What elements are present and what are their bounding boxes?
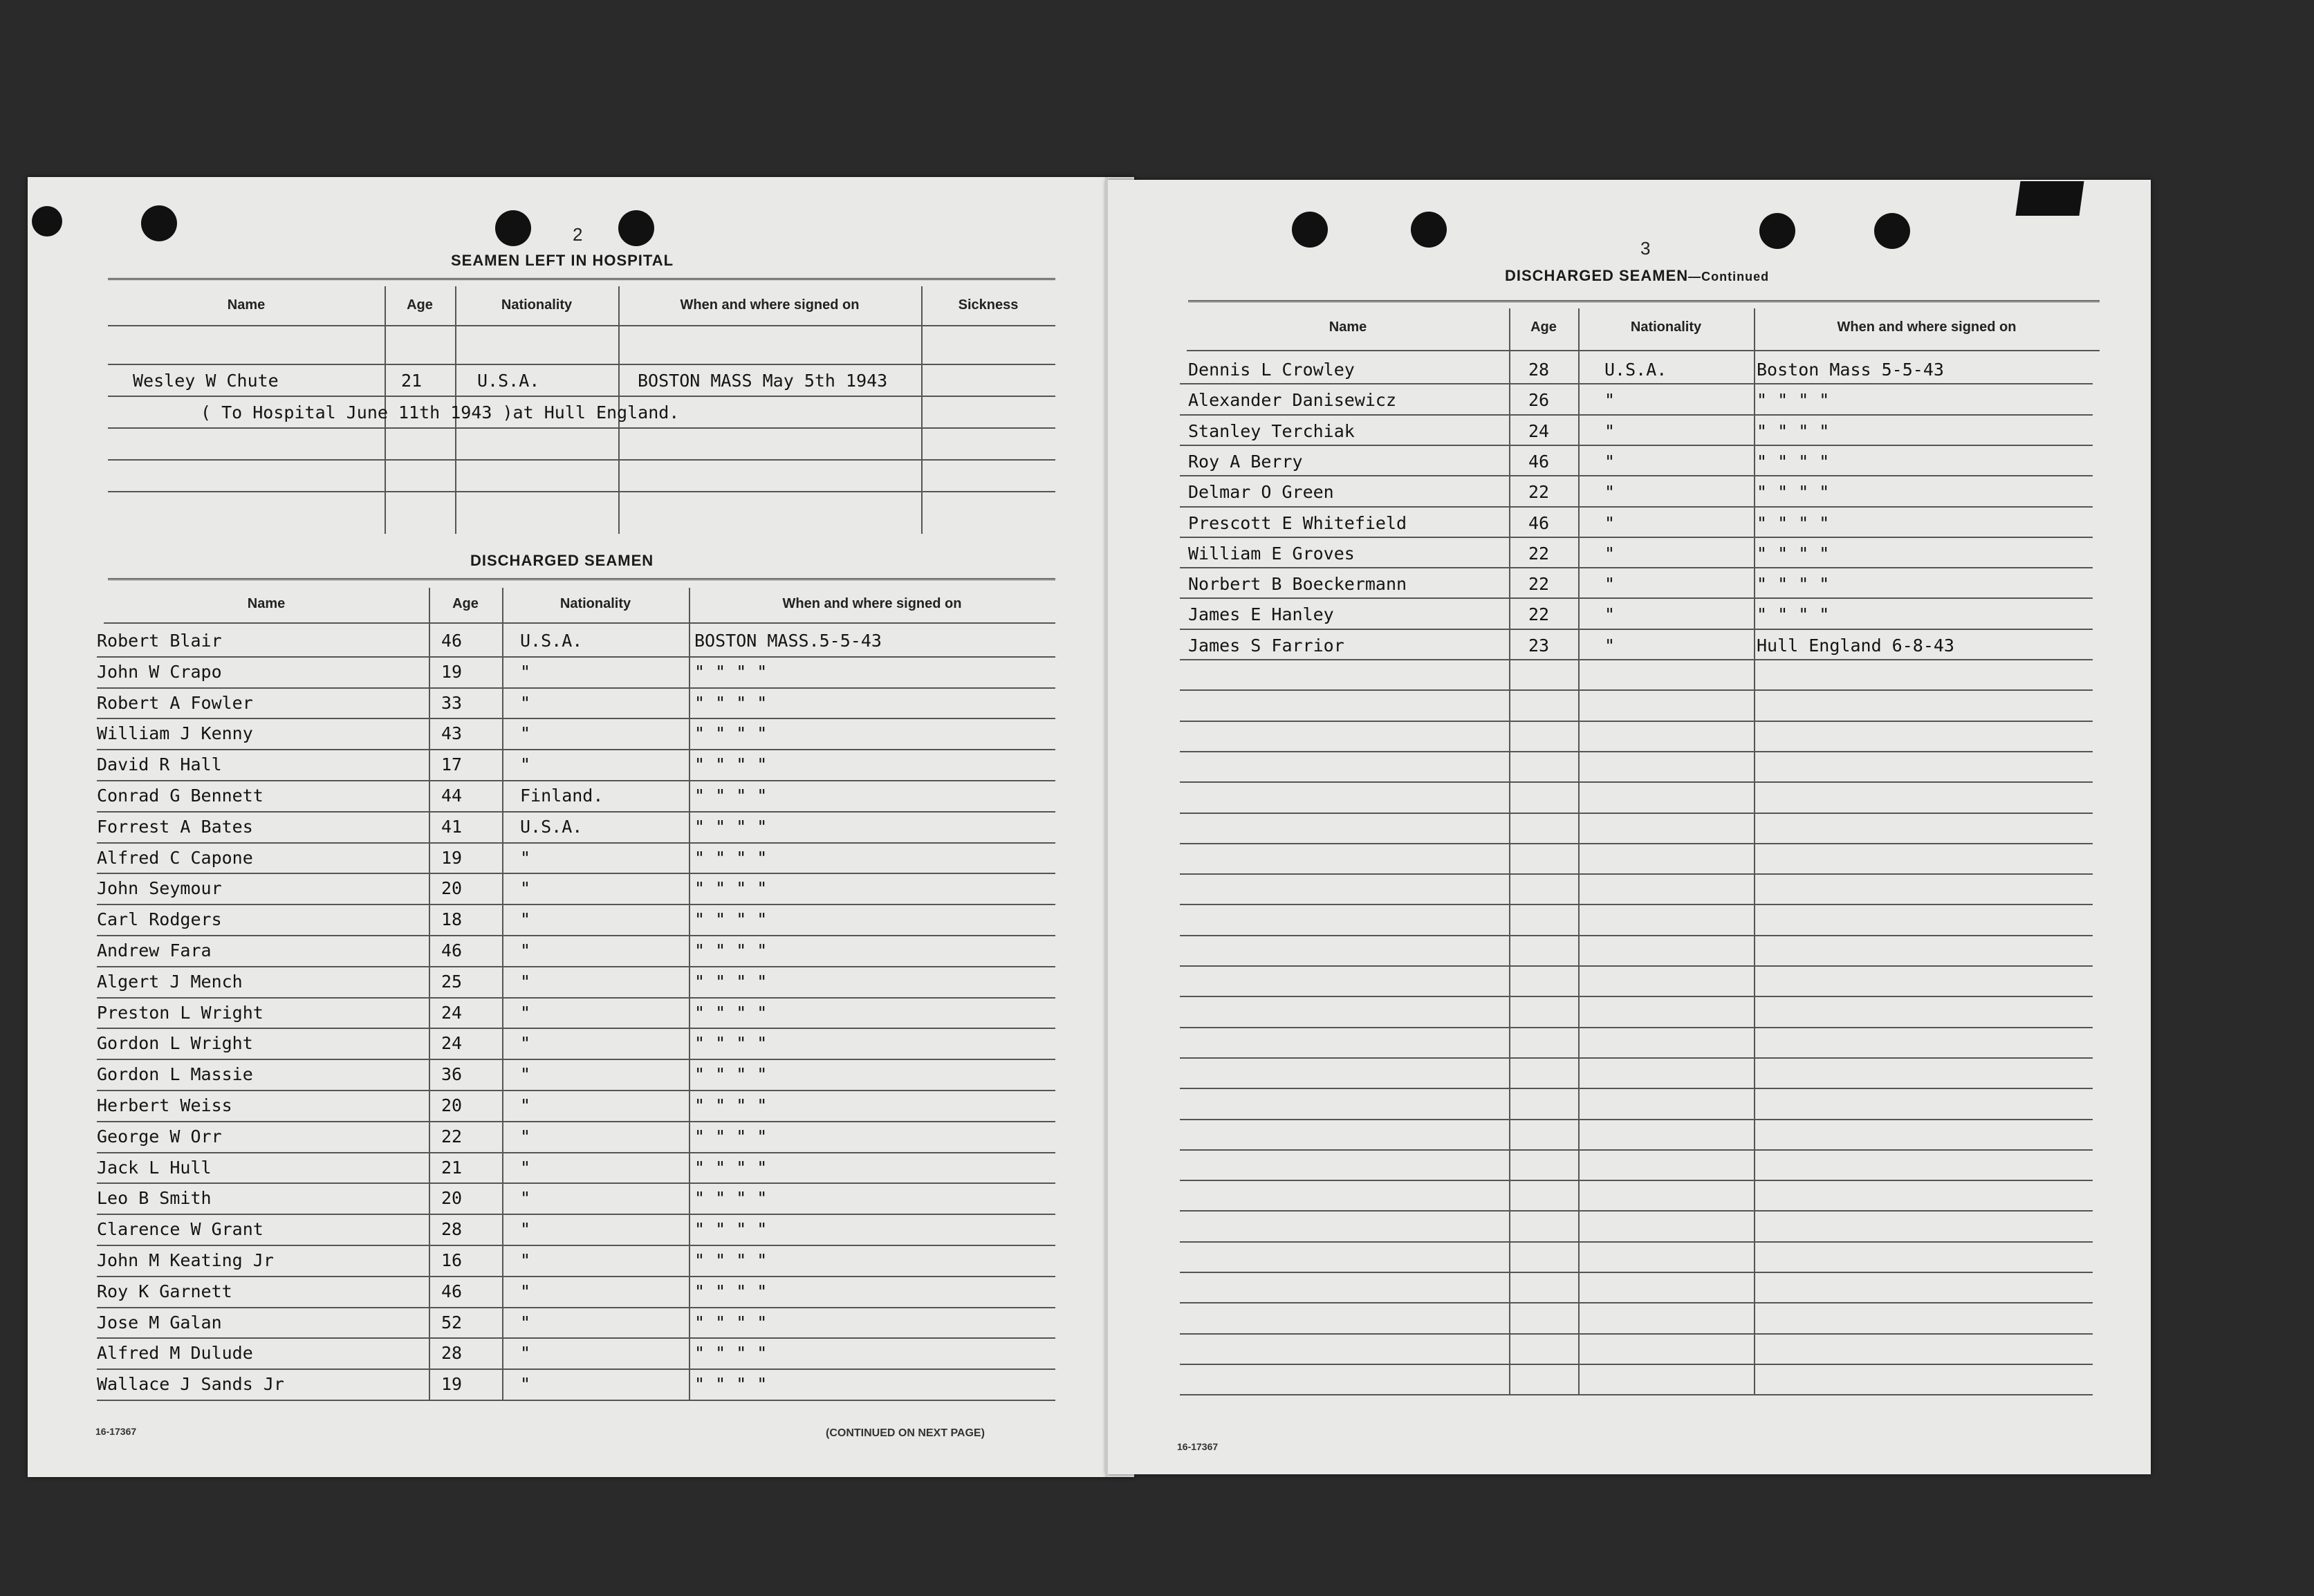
row-age: 28: [441, 1343, 463, 1364]
form-number: 16-17367: [1177, 1441, 1219, 1452]
row-signed-on: " " " ": [1757, 451, 1830, 472]
rule: [1180, 1241, 2093, 1243]
title-suffix: —Continued: [1688, 270, 1770, 284]
row-nationality: ": [1604, 574, 1616, 595]
rule: [1180, 1364, 2093, 1365]
rule: [108, 459, 1055, 461]
punch-hole: [495, 210, 531, 246]
rule: [97, 687, 1055, 689]
row-age: 19: [441, 847, 463, 868]
rule: [1187, 350, 2100, 351]
row-signed-on: " " " ": [1757, 512, 1830, 533]
row-signed-on: " " " ": [694, 723, 768, 744]
rule: [1180, 996, 2093, 997]
row-name: Jose M Galan: [97, 1312, 222, 1333]
row-age: 33: [441, 692, 463, 713]
rule: [689, 588, 690, 1401]
row-nationality: ": [520, 1374, 531, 1395]
punch-hole: [1411, 212, 1447, 248]
row-signed-on: " " " ": [694, 1312, 768, 1333]
row-age: 36: [441, 1064, 463, 1085]
row-nationality: U.S.A.: [520, 631, 583, 651]
row-name: Alfred M Dulude: [97, 1343, 253, 1364]
hospital-nationality: U.S.A.: [477, 371, 540, 391]
rule: [97, 1368, 1055, 1370]
row-name: Jack L Hull: [97, 1157, 212, 1178]
row-nationality: ": [1604, 635, 1616, 656]
rule: [1180, 935, 2093, 936]
row-name: John Seymour: [97, 878, 222, 899]
punch-hole: [141, 205, 177, 241]
row-signed-on: " " " ": [694, 878, 768, 899]
row-nationality: U.S.A.: [1604, 360, 1667, 380]
rule: [104, 622, 1055, 624]
rule: [1180, 383, 2093, 384]
col-header-nationality: Nationality: [501, 297, 573, 313]
row-nationality: ": [1604, 512, 1616, 533]
row-age: 19: [441, 1374, 463, 1395]
rule: [1180, 1333, 2093, 1335]
row-name: Gordon L Wright: [97, 1033, 253, 1054]
row-nationality: ": [520, 878, 531, 899]
row-nationality: ": [520, 1188, 531, 1209]
row-name: James E Hanley: [1188, 604, 1334, 625]
row-name: Gordon L Massie: [97, 1064, 253, 1085]
row-nationality: ": [520, 754, 531, 775]
rule: [108, 427, 1055, 429]
row-name: James S Farrior: [1188, 635, 1344, 656]
rule: [1180, 843, 2093, 844]
row-name: Prescott E Whitefield: [1188, 512, 1407, 533]
rule: [97, 1121, 1055, 1122]
rule: [1180, 1302, 2093, 1303]
row-name: Andrew Fara: [97, 940, 212, 961]
row-nationality: Finland.: [520, 786, 604, 806]
rule: [97, 873, 1055, 874]
row-age: 26: [1528, 390, 1550, 411]
discharged-section-title: DISCHARGED SEAMEN: [470, 552, 654, 569]
page-number: 3: [1640, 238, 1651, 259]
row-nationality: ": [1604, 604, 1616, 625]
row-nationality: ": [520, 909, 531, 930]
row-name: John W Crapo: [97, 661, 222, 682]
rule: [97, 656, 1055, 658]
col-header-name: Name: [247, 596, 286, 611]
rule: [97, 1307, 1055, 1308]
row-age: 41: [441, 816, 463, 837]
page-title: [1505, 267, 1769, 285]
punch-hole: [1759, 213, 1795, 249]
hospital-signed-on: BOSTON MASS May 5th 1943: [638, 371, 888, 391]
row-name: Delmar O Green: [1188, 482, 1334, 503]
hospital-age: 21: [401, 371, 423, 391]
rule: [429, 588, 430, 1401]
row-nationality: ": [1604, 420, 1616, 441]
row-age: 46: [1528, 451, 1550, 472]
rule: [97, 1028, 1055, 1029]
row-signed-on: " " " ": [694, 1343, 768, 1364]
rule: [1180, 1027, 2093, 1028]
row-nationality: ": [520, 971, 531, 992]
row-signed-on: " " " ": [694, 692, 768, 713]
row-name: Dennis L Crowley: [1188, 360, 1355, 380]
paper-tab: [2015, 181, 2084, 216]
row-signed-on: " " " ": [694, 1126, 768, 1147]
rule: [502, 588, 503, 1401]
rule: [1180, 1088, 2093, 1089]
row-signed-on: BOSTON MASS.5-5-43: [694, 631, 882, 651]
row-name: Forrest A Bates: [97, 816, 253, 837]
rule: [108, 491, 1055, 492]
rule: [97, 811, 1055, 813]
row-name: Alexander Danisewicz: [1188, 390, 1397, 411]
rule: [108, 396, 1055, 397]
col-header-age: Age: [452, 596, 479, 611]
row-nationality: ": [520, 1033, 531, 1054]
row-signed-on: " " " ": [1757, 390, 1830, 411]
rule: [1188, 300, 2100, 305]
row-name: Herbert Weiss: [97, 1095, 232, 1115]
col-header-nationality: Nationality: [559, 596, 631, 611]
col-header-age: Age: [1530, 319, 1557, 335]
row-name: David R Hall: [97, 754, 222, 775]
row-signed-on: " " " ": [694, 1095, 768, 1115]
row-nationality: ": [520, 1219, 531, 1240]
row-name: William J Kenny: [97, 723, 253, 744]
rule: [1180, 904, 2093, 905]
page-number: 2: [573, 224, 583, 245]
row-signed-on: " " " ": [694, 1188, 768, 1209]
row-name: Clarence W Grant: [97, 1219, 263, 1240]
row-age: 22: [1528, 574, 1550, 595]
row-signed-on: " " " ": [694, 1157, 768, 1178]
punch-hole: [1874, 213, 1910, 249]
row-nationality: U.S.A.: [520, 816, 583, 837]
row-nationality: ": [1604, 543, 1616, 564]
rule: [97, 780, 1055, 781]
rule: [921, 286, 923, 534]
rule: [1180, 567, 2093, 568]
row-age: 16: [441, 1250, 463, 1270]
row-signed-on: Boston Mass 5-5-43: [1757, 360, 1944, 380]
rule: [97, 749, 1055, 750]
rule: [1509, 308, 1510, 1395]
row-name: Preston L Wright: [97, 1002, 263, 1023]
rule: [1180, 445, 2093, 446]
rule: [1180, 751, 2093, 752]
row-nationality: ": [520, 1002, 531, 1023]
rule: [97, 1245, 1055, 1246]
row-signed-on: " " " ": [694, 786, 768, 806]
row-signed-on: " " " ": [694, 1033, 768, 1054]
row-signed-on: " " " ": [694, 940, 768, 961]
rule: [108, 325, 1055, 326]
rule: [1180, 721, 2093, 722]
hospital-section-title: SEAMEN LEFT IN HOSPITAL: [451, 252, 674, 269]
row-nationality: ": [520, 940, 531, 961]
row-nationality: ": [520, 1250, 531, 1270]
rule: [1180, 537, 2093, 538]
row-age: 24: [441, 1002, 463, 1023]
rule: [97, 1090, 1055, 1091]
rule: [97, 1276, 1055, 1277]
row-nationality: ": [520, 1095, 531, 1115]
row-name: Stanley Terchiak: [1188, 420, 1355, 441]
rule: [97, 966, 1055, 967]
rule: [1180, 597, 2093, 599]
rule: [97, 997, 1055, 999]
row-signed-on: " " " ": [694, 1281, 768, 1301]
row-nationality: ": [520, 1312, 531, 1333]
row-nationality: ": [1604, 390, 1616, 411]
row-nationality: ": [520, 1281, 531, 1301]
row-age: 22: [1528, 604, 1550, 625]
page-fold: [1105, 177, 1108, 1477]
col-header-sickness: Sickness: [958, 297, 1019, 313]
rule: [1180, 813, 2093, 814]
row-signed-on: " " " ": [1757, 420, 1830, 441]
rule: [1180, 965, 2093, 967]
row-signed-on: Hull England 6-8-43: [1757, 635, 1954, 656]
row-signed-on: " " " ": [694, 1064, 768, 1085]
continued-note: (CONTINUED ON NEXT PAGE): [826, 1427, 985, 1439]
row-name: Robert Blair: [97, 631, 222, 651]
col-header-age: Age: [407, 297, 433, 313]
rule: [97, 935, 1055, 936]
row-age: 28: [1528, 360, 1550, 380]
row-nationality: ": [520, 661, 531, 682]
row-name: Norbert B Boeckermann: [1188, 574, 1407, 595]
row-age: 20: [441, 1095, 463, 1115]
rule: [1180, 1119, 2093, 1120]
row-signed-on: " " " ": [694, 661, 768, 682]
row-age: 23: [1528, 635, 1550, 656]
col-header-signed-on: When and where signed on: [680, 297, 860, 313]
row-name: Roy K Garnett: [97, 1281, 232, 1301]
row-age: 46: [441, 631, 463, 651]
rule: [1180, 1180, 2093, 1181]
rule: [1180, 1272, 2093, 1273]
rule: [1180, 1057, 2093, 1059]
row-name: John M Keating Jr: [97, 1250, 274, 1270]
row-nationality: ": [520, 723, 531, 744]
row-signed-on: " " " ": [694, 1002, 768, 1023]
row-name: Robert A Fowler: [97, 692, 253, 713]
row-name: Leo B Smith: [97, 1188, 212, 1209]
rule: [1180, 1210, 2093, 1212]
row-age: 21: [441, 1157, 463, 1178]
row-nationality: ": [520, 1343, 531, 1364]
row-signed-on: " " " ": [1757, 574, 1830, 595]
row-name: George W Orr: [97, 1126, 222, 1147]
row-age: 52: [441, 1312, 463, 1333]
row-age: 24: [1528, 420, 1550, 441]
punch-hole: [618, 210, 654, 246]
row-age: 20: [441, 1188, 463, 1209]
form-number: 16-17367: [95, 1426, 137, 1437]
row-signed-on: " " " ": [694, 1250, 768, 1270]
rule: [1180, 414, 2093, 416]
hospital-name: Wesley W Chute: [133, 371, 279, 391]
rule: [97, 1059, 1055, 1060]
punch-hole: [32, 206, 62, 236]
hospital-note: ( To Hospital June 11th 1943 )at Hull England.: [201, 402, 680, 423]
rule: [97, 904, 1055, 905]
rule: [97, 1337, 1055, 1339]
rule: [1578, 308, 1580, 1395]
col-header-signed-on: When and where signed on: [1837, 319, 2017, 335]
row-signed-on: " " " ": [1757, 604, 1830, 625]
row-age: 17: [441, 754, 463, 775]
row-nationality: ": [520, 1126, 531, 1147]
col-header-name: Name: [227, 297, 266, 313]
row-signed-on: " " " ": [694, 847, 768, 868]
row-signed-on: " " " ": [694, 909, 768, 930]
rule: [97, 718, 1055, 719]
row-age: 28: [441, 1219, 463, 1240]
row-age: 24: [441, 1033, 463, 1054]
row-signed-on: " " " ": [694, 816, 768, 837]
rule: [97, 842, 1055, 844]
row-name: Carl Rodgers: [97, 909, 222, 930]
row-signed-on: " " " ": [694, 1219, 768, 1240]
rule: [1180, 506, 2093, 508]
row-age: 46: [441, 940, 463, 961]
rule: [108, 578, 1055, 583]
row-age: 46: [1528, 512, 1550, 533]
rule: [1180, 1394, 2093, 1395]
row-age: 25: [441, 971, 463, 992]
row-age: 22: [1528, 482, 1550, 503]
row-name: Alfred C Capone: [97, 847, 253, 868]
row-signed-on: " " " ": [1757, 543, 1830, 564]
col-header-signed-on: When and where signed on: [782, 596, 962, 611]
rule: [1180, 873, 2093, 875]
row-age: 18: [441, 909, 463, 930]
rule: [97, 1400, 1055, 1401]
rule: [1180, 475, 2093, 476]
row-signed-on: " " " ": [694, 754, 768, 775]
title-main: DISCHARGED SEAMEN: [1505, 267, 1689, 284]
col-header-name: Name: [1329, 319, 1367, 335]
rule: [97, 1182, 1055, 1184]
rule: [97, 1152, 1055, 1153]
row-name: Roy A Berry: [1188, 451, 1303, 472]
row-name: Algert J Mench: [97, 971, 243, 992]
row-nationality: ": [520, 1064, 531, 1085]
rule: [1180, 659, 2093, 660]
rule: [108, 364, 1055, 365]
rule: [1180, 781, 2093, 783]
rule: [1180, 689, 2093, 691]
row-age: 22: [441, 1126, 463, 1147]
row-signed-on: " " " ": [694, 1374, 768, 1395]
row-name: Wallace J Sands Jr: [97, 1374, 284, 1395]
row-nationality: ": [520, 847, 531, 868]
row-age: 20: [441, 878, 463, 899]
rule: [108, 278, 1055, 283]
row-name: William E Groves: [1188, 543, 1355, 564]
row-age: 46: [441, 1281, 463, 1301]
row-nationality: ": [1604, 482, 1616, 503]
rule: [1754, 308, 1755, 1395]
punch-hole: [1292, 212, 1328, 248]
rule: [1180, 1149, 2093, 1151]
row-age: 22: [1528, 543, 1550, 564]
row-age: 44: [441, 786, 463, 806]
row-signed-on: " " " ": [694, 971, 768, 992]
row-name: Conrad G Bennett: [97, 786, 263, 806]
row-signed-on: " " " ": [1757, 482, 1830, 503]
row-nationality: ": [520, 692, 531, 713]
row-age: 43: [441, 723, 463, 744]
row-nationality: ": [520, 1157, 531, 1178]
row-nationality: ": [1604, 451, 1616, 472]
rule: [1180, 629, 2093, 630]
row-age: 19: [441, 661, 463, 682]
col-header-nationality: Nationality: [1630, 319, 1702, 335]
rule: [97, 1214, 1055, 1215]
